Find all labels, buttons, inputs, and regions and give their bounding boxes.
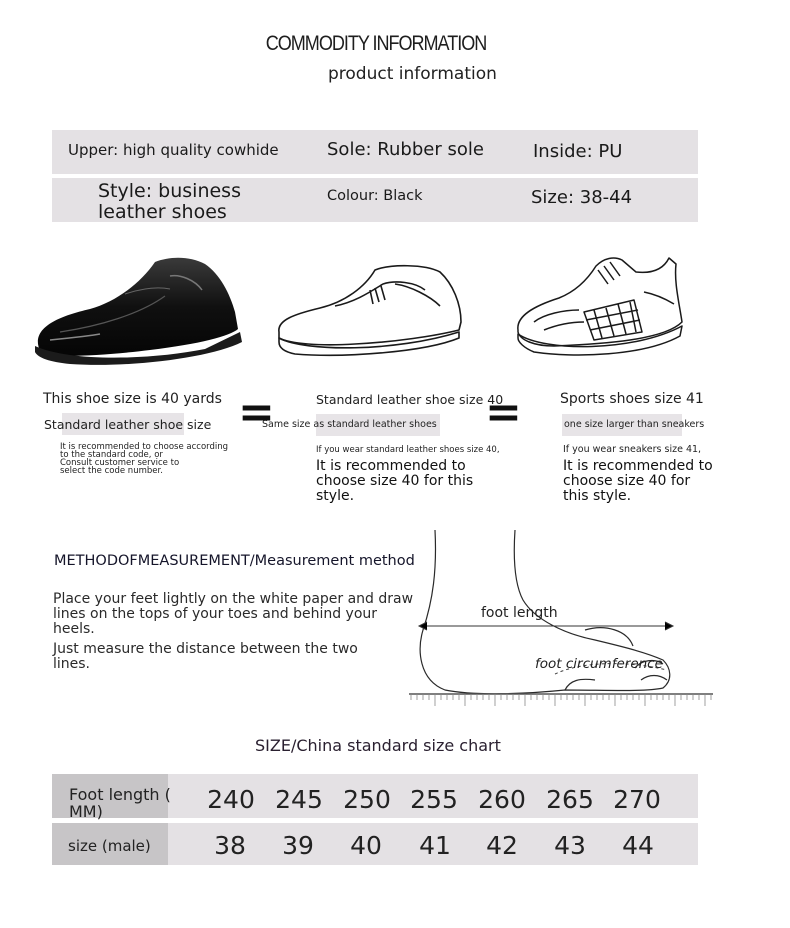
left-note-2: to the standard code, or xyxy=(60,450,163,460)
left-highlight: Standard leather shoe size xyxy=(44,417,212,432)
spec-colour: Colour: Black xyxy=(327,188,423,204)
size-male-label: size (male) xyxy=(68,837,151,855)
measurement-para1-line2: lines on the tops of your toes and behind your xyxy=(53,606,378,622)
measurement-para1-line3: heels. xyxy=(53,621,95,637)
equals-sign-2: = xyxy=(485,387,522,438)
left-note-1: It is recommended to choose according xyxy=(60,442,229,452)
foot-length-260: 260 xyxy=(478,785,526,814)
middle-rec-1: It is recommended to xyxy=(316,458,466,474)
foot-length-265: 265 xyxy=(546,785,594,814)
size-40: 40 xyxy=(350,831,382,860)
right-highlight: one size larger than sneakers xyxy=(564,419,705,430)
measurement-para2-line2: lines. xyxy=(53,656,91,672)
size-39: 39 xyxy=(282,831,314,860)
measurement-para2-line1: Just measure the distance between the two xyxy=(53,641,358,657)
middle-highlight: Same size as standard leather shoes xyxy=(262,419,437,430)
page-title: COMMODITY INFORMATION xyxy=(265,32,487,55)
page-subtitle: product information xyxy=(328,64,497,84)
foot-length-240: 240 xyxy=(207,785,255,814)
middle-heading: Standard leather shoe size 40 xyxy=(316,392,504,407)
spec-size: Size: 38-44 xyxy=(531,187,633,208)
right-note: If you wear sneakers size 41, xyxy=(563,444,702,455)
right-rec-2: choose size 40 for xyxy=(563,473,691,489)
size-43: 43 xyxy=(554,831,586,860)
black-leather-shoe-photo xyxy=(30,254,245,369)
measurement-title: METHODOFMEASUREMENT/Measurement method xyxy=(54,553,415,569)
left-note-4: select the code number. xyxy=(60,466,163,476)
foot-length-label-line2: MM) xyxy=(69,802,103,821)
size-44: 44 xyxy=(622,831,654,860)
size-41: 41 xyxy=(419,831,451,860)
foot-length-250: 250 xyxy=(343,785,391,814)
spec-style-line1: Style: business xyxy=(98,180,241,202)
left-heading: This shoe size is 40 yards xyxy=(43,391,222,407)
sneaker-line-icon xyxy=(514,252,684,362)
middle-note: If you wear standard leather shoes size 40, xyxy=(316,445,500,455)
right-heading: Sports shoes size 41 xyxy=(560,391,704,407)
foot-measurement-illustration xyxy=(405,530,717,710)
middle-rec-2: choose size 40 for this xyxy=(316,473,474,489)
foot-length-245: 245 xyxy=(275,785,323,814)
measurement-para1-line1: Place your feet lightly on the white paper and draw xyxy=(53,591,414,607)
right-rec-1: It is recommended to xyxy=(563,458,713,474)
middle-rec-3: style. xyxy=(316,488,355,504)
spec-style-line2: leather shoes xyxy=(98,201,227,223)
equals-sign-1: = xyxy=(238,387,275,438)
foot-length-label: foot length xyxy=(481,605,558,621)
leather-shoe-line-icon xyxy=(275,262,465,357)
foot-length-255: 255 xyxy=(410,785,458,814)
left-note-3: Consult customer service to xyxy=(60,458,180,468)
size-chart-title: SIZE/China standard size chart xyxy=(255,736,501,755)
spec-sole: Sole: Rubber sole xyxy=(327,139,484,160)
size-38: 38 xyxy=(214,831,246,860)
spec-inside: Inside: PU xyxy=(533,141,623,162)
size-42: 42 xyxy=(486,831,518,860)
spec-upper: Upper: high quality cowhide xyxy=(68,141,279,159)
foot-circumference-label: foot circumference xyxy=(535,656,663,672)
foot-length-label-line1: Foot length ( xyxy=(69,785,171,804)
right-rec-3: this style. xyxy=(563,488,632,504)
foot-length-270: 270 xyxy=(613,785,661,814)
